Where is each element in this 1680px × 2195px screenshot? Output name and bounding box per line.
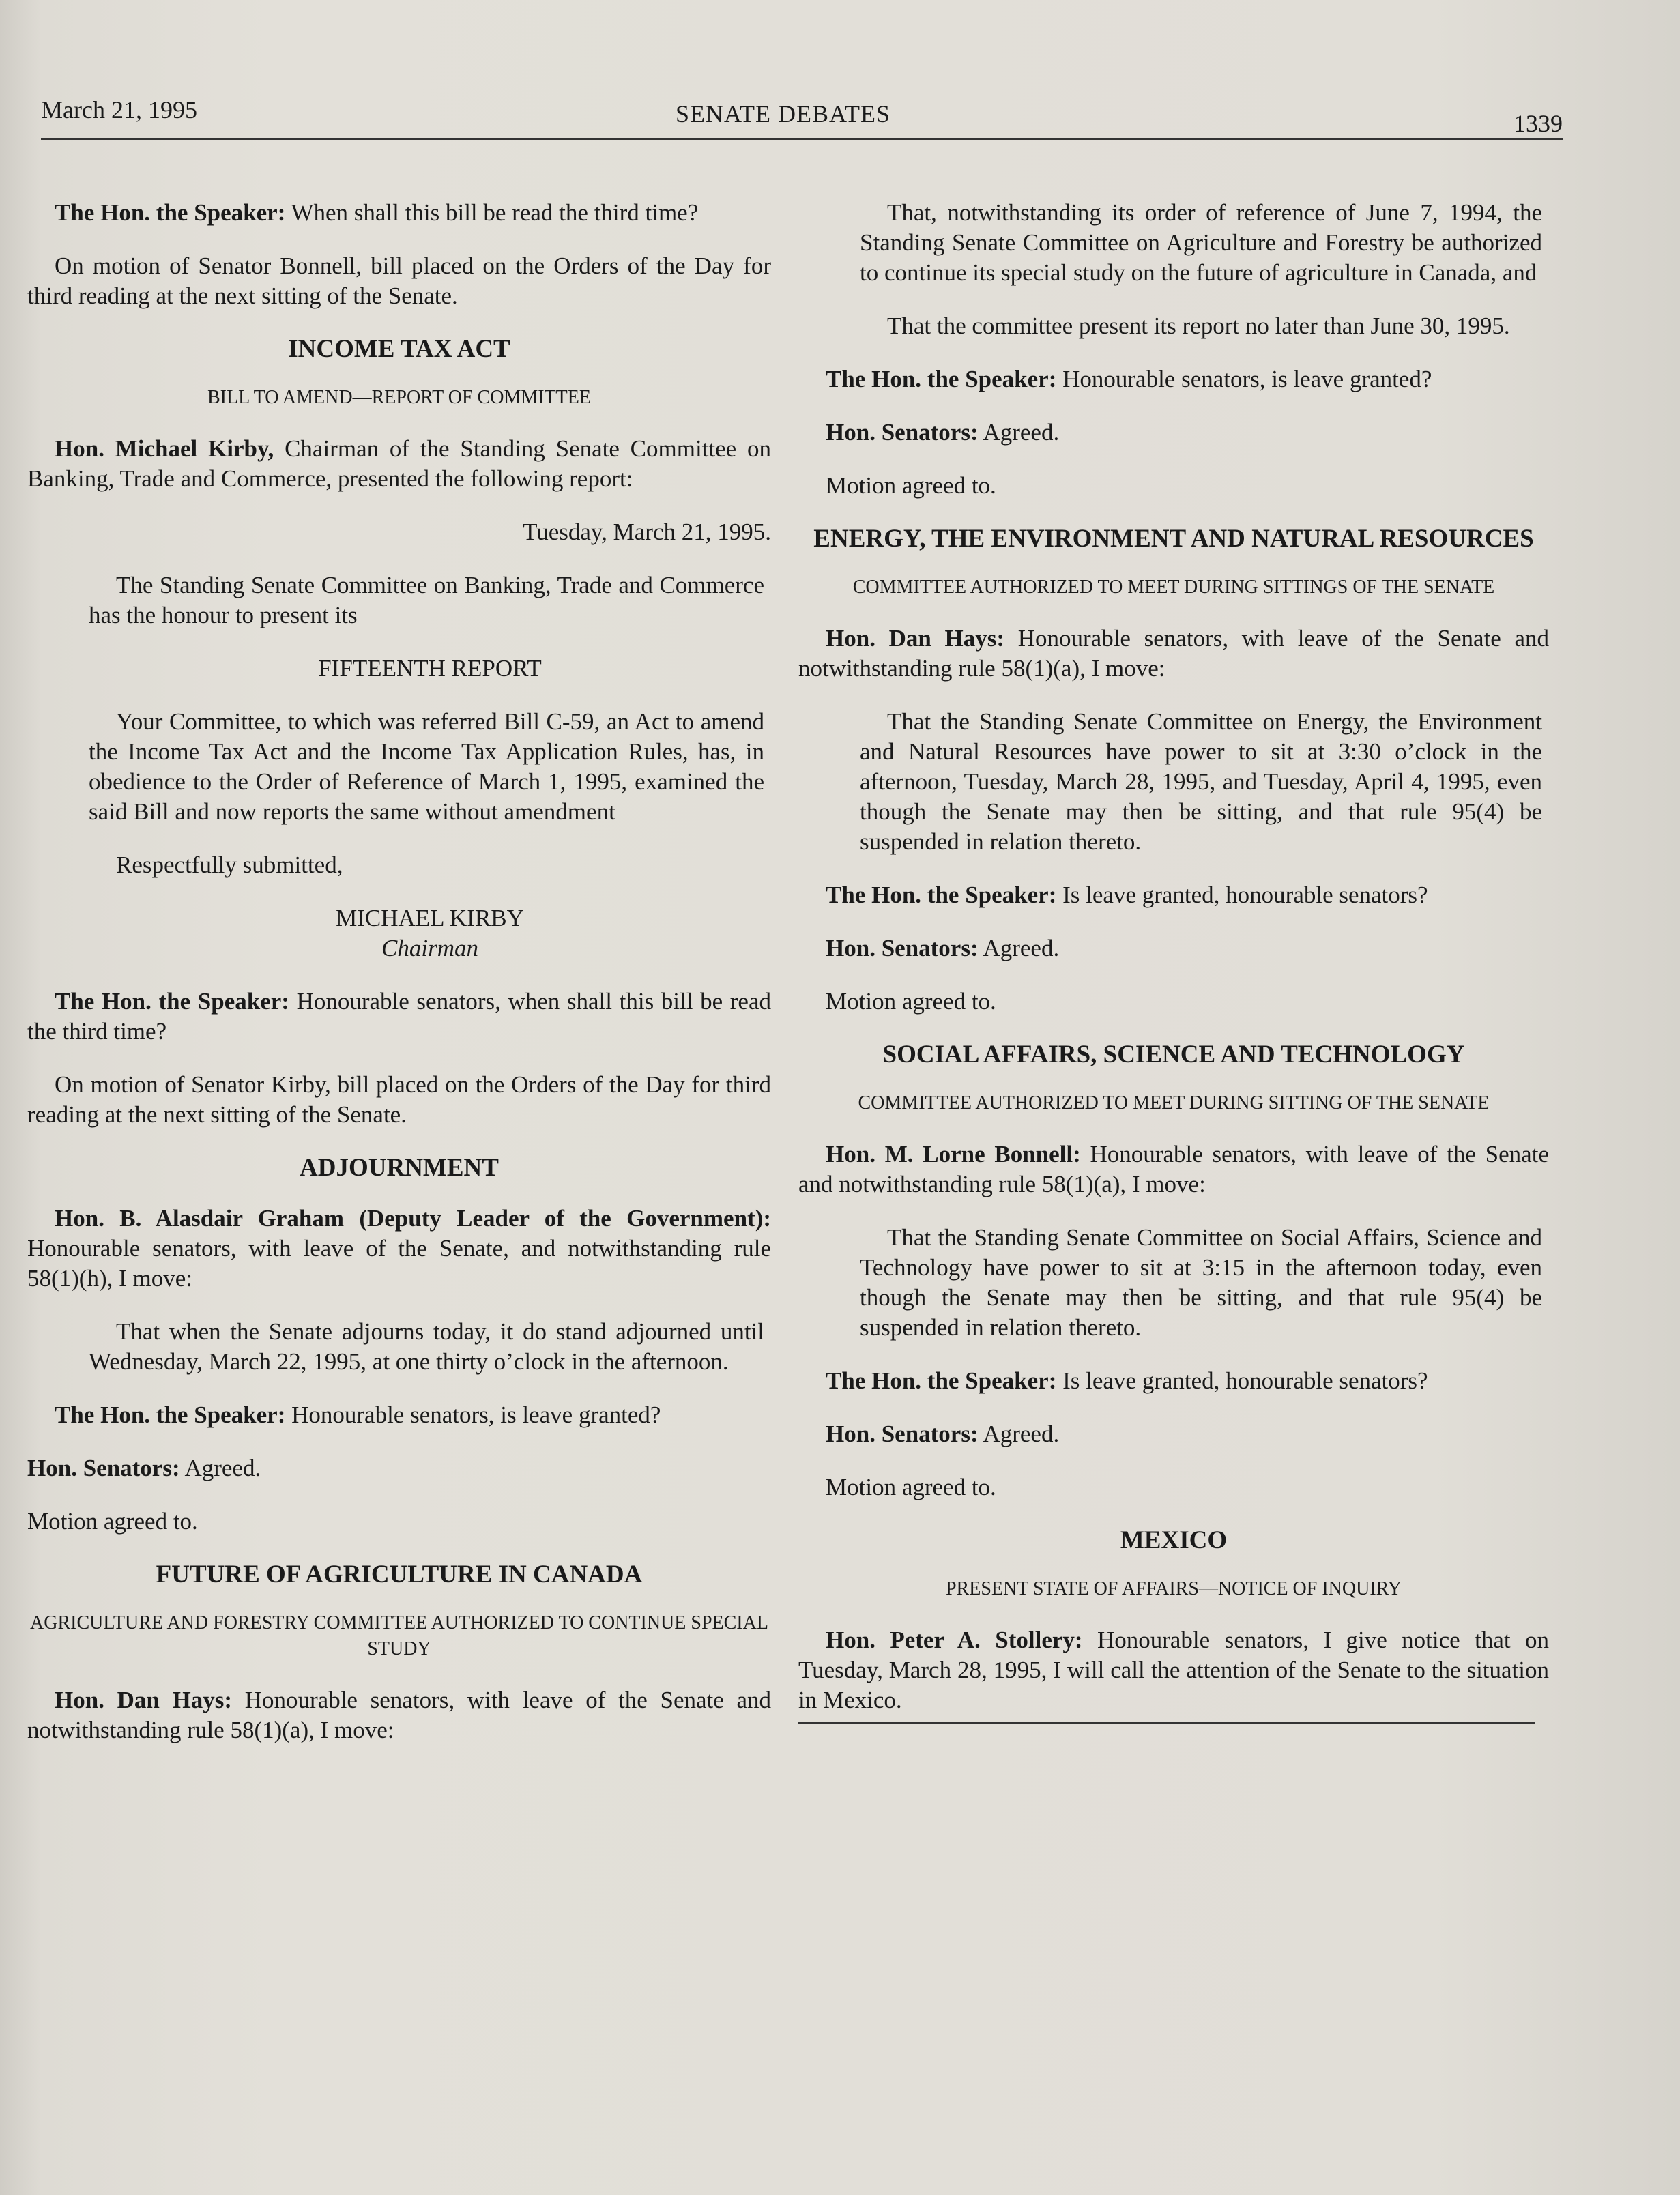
motion-text: That, notwithstanding its order of reference of June 7, 1994, the Standing Senate Committee on Agriculture and Forestry be authorized to continue its special study on the future of agriculture in Canada, and: [860, 199, 1542, 286]
paragraph: [798, 1139, 1549, 1200]
paragraph: [798, 1419, 1549, 1449]
section-heading-energy: ENERGY, THE ENVIRONMENT AND NATURAL RESOURCES: [813, 525, 1534, 553]
paragraph: [798, 364, 1549, 394]
speaker-name: The Hon. the Speaker:: [55, 199, 286, 226]
speaker-name: The Hon. the Speaker:: [826, 1367, 1057, 1394]
speaker-name: Hon. M. Lorne Bonnell:: [826, 1141, 1081, 1167]
paragraph-text: Honourable senators, is leave granted?: [285, 1401, 661, 1428]
page-number: 1339: [1514, 110, 1563, 137]
section-subheading: AGRICULTURE AND FORESTRY COMMITTEE AUTHORIZED TO CONTINUE SPECIAL STUDY: [30, 1612, 768, 1659]
paragraph: [798, 418, 1549, 448]
paragraph-text: Is leave granted, honourable senators?: [1056, 1367, 1428, 1394]
paragraph: [27, 1400, 771, 1430]
speaker-name: Hon. Dan Hays:: [826, 625, 1005, 652]
section-end-rule: [798, 1722, 1535, 1724]
paragraph-text: Agreed.: [978, 935, 1060, 961]
section-heading-agriculture: FUTURE OF AGRICULTURE IN CANADA: [156, 1560, 643, 1588]
paragraph: [27, 434, 771, 494]
paragraph-text: Agreed.: [978, 419, 1060, 446]
report-paragraph: The Standing Senate Committee on Banking, Trade and Commerce has the honour to present its: [89, 572, 764, 628]
motion-text: That when the Senate adjourns today, it do stand adjourned until Wednesday, March 22, 1995, at one thirty o’clock in the afternoon.: [89, 1318, 764, 1375]
paragraph: Motion agreed to.: [826, 1474, 996, 1500]
section-heading-income-tax: INCOME TAX ACT: [288, 335, 510, 363]
header-title: SENATE DEBATES: [676, 100, 891, 128]
speaker-name: Hon. B. Alasdair Graham (Deputy Leader of the Government):: [55, 1205, 771, 1232]
paragraph: [27, 987, 771, 1047]
paragraph-text: Honourable senators, with leave of the Senate and notwithstanding rule 58(1)(a), I move:: [798, 625, 1549, 682]
paragraph: [798, 933, 1549, 963]
paragraph-text: Honourable senators, is leave granted?: [1056, 366, 1432, 392]
paragraph: [798, 1625, 1549, 1715]
paragraph: Motion agreed to.: [27, 1508, 198, 1535]
speaker-name: The Hon. the Speaker:: [55, 1401, 286, 1428]
speaker-name: Hon. Senators:: [826, 419, 979, 446]
section-subheading: BILL TO AMEND—REPORT OF COMMITTEE: [207, 387, 591, 408]
paragraph: [798, 1366, 1549, 1396]
section-subheading: COMMITTEE AUTHORIZED TO MEET DURING SITTING OF THE SENATE: [858, 1092, 1490, 1114]
paragraph: On motion of Senator Kirby, bill placed on the Orders of the Day for third reading at the next sitting of the Senate.: [27, 1071, 771, 1128]
section-subheading: COMMITTEE AUTHORIZED TO MEET DURING SITTINGS OF THE SENATE: [852, 577, 1495, 598]
speaker-name: Hon. Senators:: [27, 1455, 180, 1481]
paragraph-text: Chairman of the Standing Senate Committee on Banking, Trade and Commerce, presented the following report:: [27, 435, 771, 492]
speaker-name: Hon. Senators:: [826, 1421, 979, 1447]
speaker-name: The Hon. the Speaker:: [826, 366, 1057, 392]
motion-text: That the committee present its report no later than June 30, 1995.: [887, 312, 1510, 339]
speaker-name: Hon. Michael Kirby,: [55, 435, 274, 462]
speaker-name: The Hon. the Speaker:: [826, 882, 1057, 908]
paragraph: On motion of Senator Bonnell, bill placed on the Orders of the Day for third reading at the next sitting of the Senate.: [27, 252, 771, 309]
report-paragraph: Your Committee, to which was referred Bill C-59, an Act to amend the Income Tax Act and the Income Tax Application Rules, has, in obedience to the Order of Reference of March 1, 1995, examined the said Bill and now reports the same without amendment: [89, 708, 764, 825]
right-column: [798, 198, 1549, 1724]
report-title: FIFTEENTH REPORT: [318, 655, 542, 682]
paragraph-text: Agreed.: [978, 1421, 1060, 1447]
paragraph-text: Is leave granted, honourable senators?: [1056, 882, 1428, 908]
paragraph: [798, 880, 1549, 910]
paragraph: [798, 624, 1549, 684]
signature-name: MICHAEL KIRBY: [336, 905, 524, 931]
header-date: March 21, 1995: [41, 96, 197, 123]
section-heading-social-affairs: SOCIAL AFFAIRS, SCIENCE AND TECHNOLOGY: [882, 1041, 1465, 1069]
paragraph: [27, 1204, 771, 1294]
page-header: [41, 90, 1563, 140]
signature-title: Chairman: [381, 935, 478, 961]
speaker-name: Hon. Senators:: [826, 935, 979, 961]
paragraph: Motion agreed to.: [826, 472, 996, 499]
paragraph-text: Honourable senators, with leave of the Senate and notwithstanding rule 58(1)(a), I move:: [798, 1141, 1549, 1197]
section-subheading: PRESENT STATE OF AFFAIRS—NOTICE OF INQUIRY: [945, 1578, 1402, 1599]
report-date: Tuesday, March 21, 1995.: [523, 519, 771, 545]
paragraph-text: Honourable senators, when shall this bill be read the third time?: [27, 988, 771, 1045]
paragraph-text: Agreed.: [179, 1455, 261, 1481]
report-paragraph: Respectfully submitted,: [116, 852, 343, 878]
paragraph: [27, 198, 771, 228]
speaker-name: The Hon. the Speaker:: [55, 988, 289, 1015]
paragraph-text: Honourable senators, I give notice that on Tuesday, March 28, 1995, I will call the attention of the Senate to the situation in Mexico.: [798, 1627, 1549, 1713]
paragraph-text: Honourable senators, with leave of the Senate and notwithstanding rule 58(1)(a), I move:: [27, 1687, 771, 1743]
speaker-name: Hon. Dan Hays:: [55, 1687, 233, 1713]
motion-text: That the Standing Senate Committee on Social Affairs, Science and Technology have power to sit at 3:15 in the afternoon today, even though the Senate may then be sitting, and that rule 95(4) be suspended in relation thereto.: [860, 1224, 1542, 1341]
paragraph: [27, 1685, 771, 1745]
speaker-name: Hon. Peter A. Stollery:: [826, 1627, 1083, 1653]
paragraph: Motion agreed to.: [826, 988, 996, 1015]
section-heading-mexico: MEXICO: [1120, 1526, 1228, 1554]
section-heading-adjournment: ADJOURNMENT: [300, 1154, 499, 1182]
paragraph: [27, 1453, 771, 1483]
paragraph-text: When shall this bill be read the third time?: [285, 199, 699, 226]
paragraph-text: Honourable senators, with leave of the Senate, and notwithstanding rule 58(1)(h), I move:: [27, 1235, 771, 1292]
left-column: [27, 198, 771, 1769]
motion-text: That the Standing Senate Committee on Energy, the Environment and Natural Resources have power to sit at 3:30 o’clock in the afternoon, Tuesday, March 28, 1995, and Tuesday, April 4, 1995, even though the Senate may then be sitting, and that rule 95(4) be suspended in relation thereto.: [860, 708, 1542, 855]
